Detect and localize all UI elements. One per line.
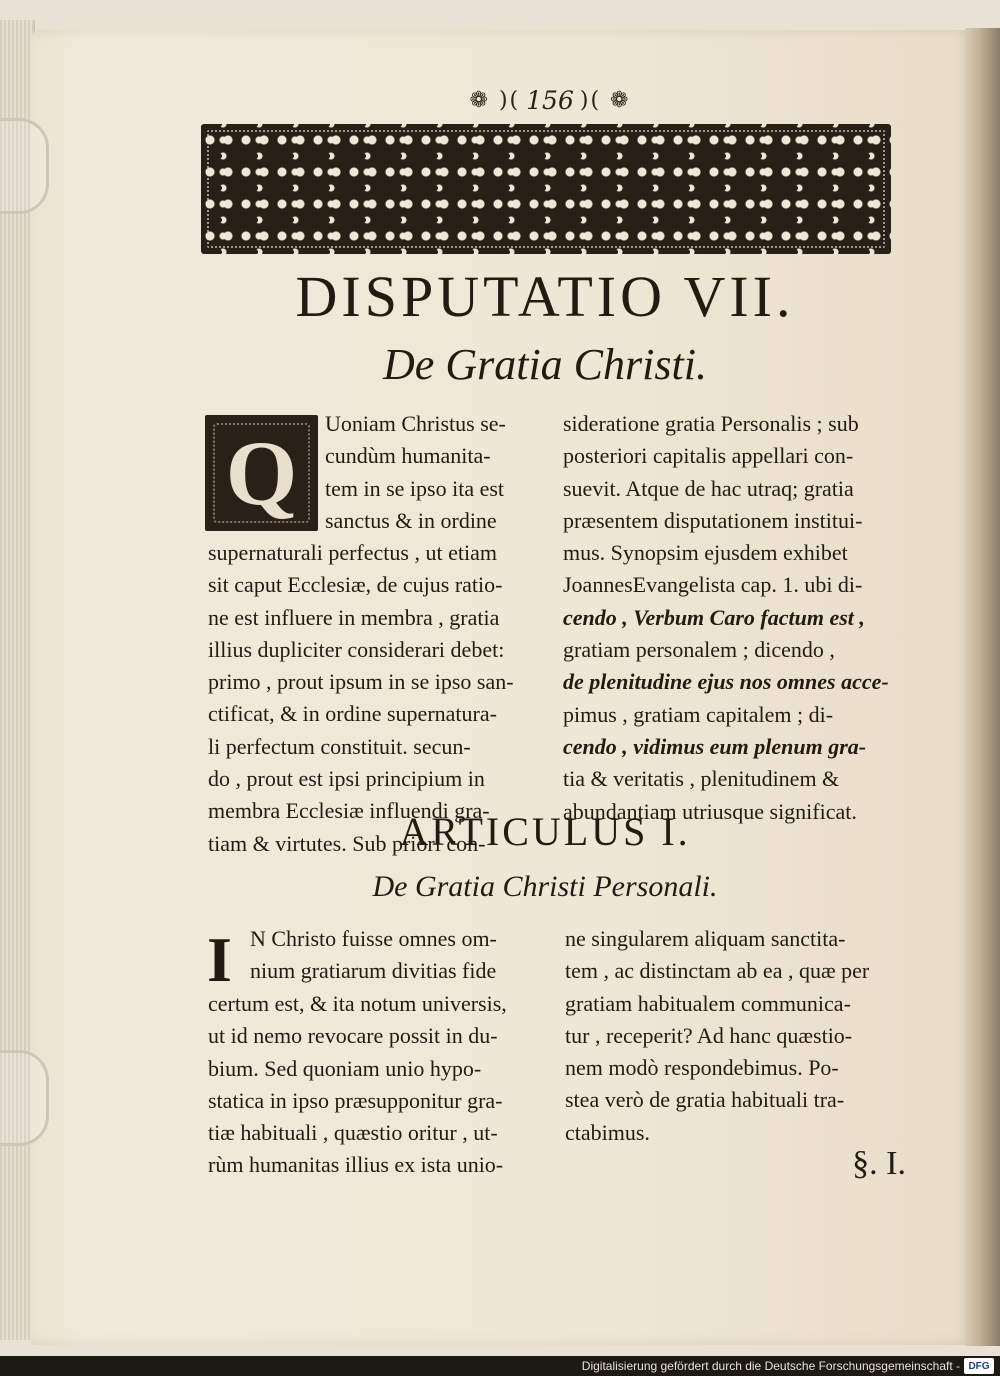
text-line: tiæ habituali , quæstio oritur , ut- — [208, 1120, 498, 1146]
text-line: certum est, & ita notum universis, — [208, 991, 507, 1016]
text-line: tia & veritatis , plenitudinem & — [563, 766, 840, 792]
text-line: nium gratiarum divitias fide — [250, 958, 497, 984]
text-line-italic: de plenitudine ejus nos omnes acce- — [563, 669, 889, 695]
article-subtitle: De Gratia Christi Personali. — [372, 870, 718, 903]
disputation-title: DISPUTATIO VII. — [295, 264, 795, 329]
text-line: illius dupliciter considerari debet: — [208, 636, 505, 662]
catchword: §. I. — [852, 1145, 906, 1182]
text-line: bium. Sed quoniam unio hypo- — [208, 1055, 482, 1081]
book-clamp-bottom — [0, 1050, 49, 1146]
text-line: mus. Synopsim ejusdem exhibet — [563, 540, 848, 566]
text-line: ctabimus. — [565, 1119, 650, 1145]
article-drop-cap: I — [207, 924, 232, 995]
text-line: posteriori capitalis appellari con- — [563, 443, 854, 469]
text-line-italic: cendo , vidimus eum plenum gra- — [563, 733, 867, 759]
text-line: primo , prout ipsum in se ipso san- — [208, 669, 514, 695]
text-line: suevit. Atque de hac utraq; gratia — [563, 475, 854, 501]
article-title: ARTICULUS I. — [399, 809, 691, 854]
text-line: tur , receperit? Ad hanc quæstio- — [565, 1022, 853, 1048]
article-left-col-top — [250, 923, 555, 988]
text-line: supernaturali perfectus , ut etiam — [208, 540, 497, 565]
text-line: ne singularem aliquam sanctita- — [565, 926, 846, 951]
text-line: membra Ecclesiæ influendi gra- — [208, 798, 490, 824]
text-line: tiam & virtutes. Sub priori con- — [208, 830, 486, 856]
text-line-italic: cendo , Verbum Caro factum est , — [563, 604, 865, 630]
headpiece-border — [207, 130, 885, 248]
text-line: Uoniam Christus se- — [325, 411, 506, 436]
intro-left-col-top — [325, 408, 550, 537]
page-number: 156 — [526, 85, 574, 115]
text-line: tem in se ipso ita est — [325, 475, 505, 501]
running-head — [440, 82, 660, 118]
article-right-col — [565, 923, 905, 1149]
text-line: cundùm humanita- — [325, 443, 491, 469]
ornament-left-icon: ❁ )( — [469, 87, 521, 113]
text-line: sideratione gratia Personalis ; sub — [563, 411, 859, 436]
text-line: sit caput Ecclesiæ, de cujus ratio- — [208, 572, 503, 598]
text-line: ctificat, & in ordine supernatura- — [208, 701, 497, 727]
footer-credit: Digitalisierung gefördert durch die Deutsche Forschungsgemeinschaft - — [581, 1359, 960, 1373]
text-line: abundantiam utriusque significat. — [563, 798, 857, 824]
text-line: pimus , gratiam capitalem ; di- — [563, 701, 834, 727]
text-line: gratiam habitualem communica- — [565, 990, 851, 1016]
dfg-logo: DFG — [964, 1358, 994, 1374]
ornament-right-icon: )( ❁ — [579, 87, 631, 113]
text-line: nem modò respondebimus. Po- — [565, 1055, 839, 1081]
article-left-col — [208, 988, 555, 1182]
text-line: li perfectum constituit. secun- — [208, 733, 471, 759]
ornamental-initial — [205, 415, 318, 531]
text-line: ne est influere in membra , gratia — [208, 604, 500, 630]
text-line: statica in ipso præsupponitur gra- — [208, 1087, 503, 1113]
text-line: tem , ac distinctam ab ea , quæ per — [565, 958, 870, 984]
book-clamp-top — [0, 118, 49, 214]
disputation-subtitle: De Gratia Christi. — [383, 340, 707, 389]
text-line: gratiam personalem ; dicendo , — [563, 637, 835, 663]
text-line: N Christo fuisse omnes om- — [250, 926, 497, 951]
text-line: JoannesEvangelista cap. 1. ubi di- — [563, 572, 863, 598]
text-line: rùm humanitas illius ex ista unio- — [208, 1152, 504, 1178]
text-line: stea verò de gratia habituali tra- — [565, 1087, 845, 1113]
intro-right-col — [563, 408, 908, 828]
text-line: præsentem disputationem institui- — [563, 507, 863, 533]
text-line: do , prout est ipsi principium in — [208, 766, 485, 792]
text-line: ut id nemo revocare possit in du- — [208, 1023, 498, 1049]
binding-shadow — [965, 28, 1000, 1346]
drop-cap-letter: Q — [225, 422, 298, 524]
decorative-headpiece — [201, 124, 891, 254]
text-line: sanctus & in ordine — [325, 507, 497, 533]
